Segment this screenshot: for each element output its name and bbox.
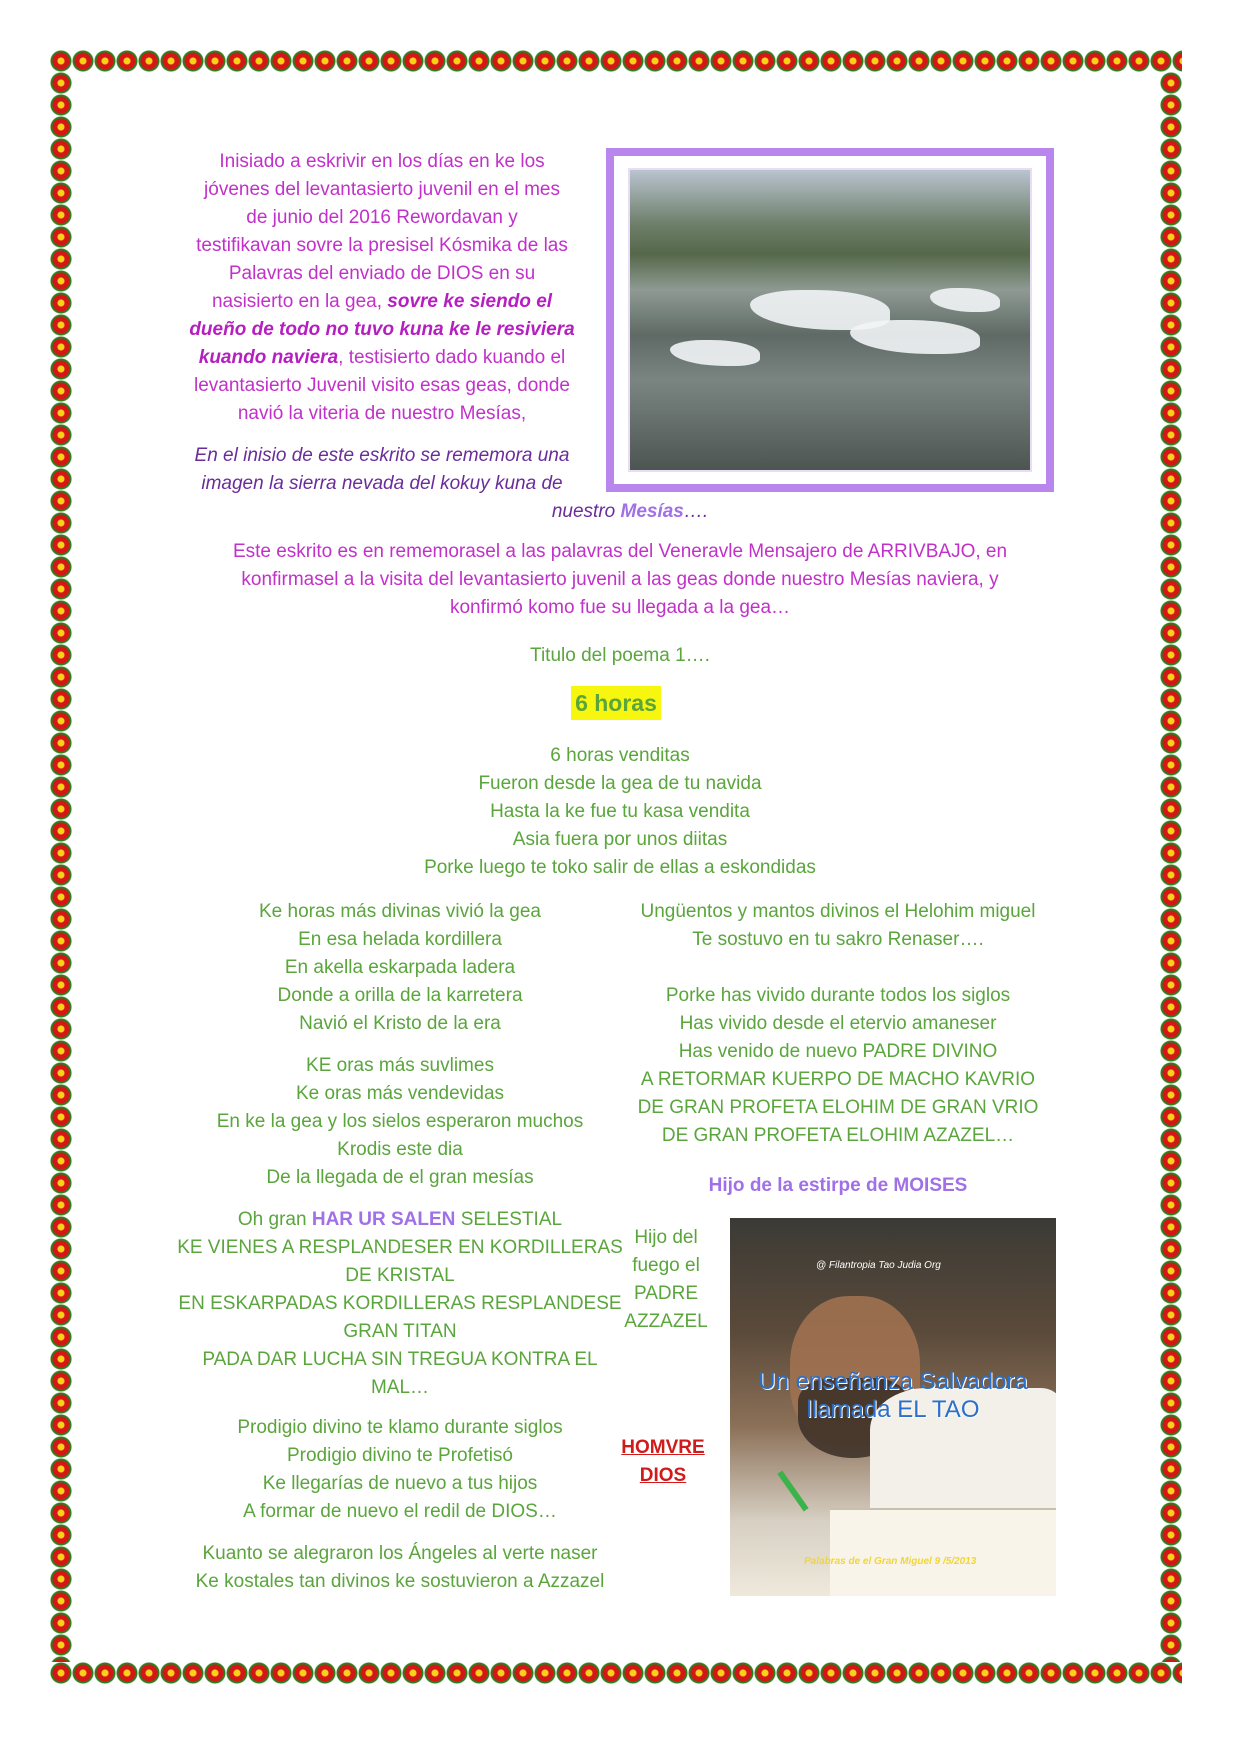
intro-text: …. bbox=[683, 501, 709, 522]
poem-line bbox=[165, 1206, 635, 1234]
left-stanza-2 bbox=[165, 1052, 635, 1192]
poem-line: En akella eskarpada ladera bbox=[284, 957, 516, 978]
poem-line: Te sostuvo en tu sakro Renaser…. bbox=[692, 929, 984, 950]
poem-line: Ungüentos y mantos divinos el Helohim miguel bbox=[640, 901, 1036, 922]
intro-line: konfirmó komo fue su llegada a la gea… bbox=[449, 597, 791, 618]
intro-line: jóvenes del levantasierto juvenil en el mes bbox=[204, 179, 560, 200]
mountain-model-photo bbox=[628, 168, 1032, 472]
poem-line: Fueron desde la gea de tu navida bbox=[478, 773, 762, 794]
poem-line: En esa helada kordillera bbox=[298, 929, 502, 950]
poem-line: Kuanto se alegraron los Ángeles al verte naser bbox=[202, 1543, 598, 1564]
intro-paragraph-2-end bbox=[520, 498, 740, 526]
flower-border-left bbox=[50, 72, 72, 1662]
mountain-model-photo-frame bbox=[606, 148, 1054, 492]
poem-label: Titulo del poema 1…. bbox=[530, 645, 710, 666]
intro-line: testifikavan sovre la presisel Kósmika de las bbox=[196, 235, 568, 256]
poem-opening bbox=[330, 742, 910, 882]
left-stanza-1 bbox=[165, 898, 635, 1038]
side-note-line: PADRE bbox=[633, 1283, 699, 1304]
poem-text: SELESTIAL bbox=[460, 1209, 563, 1230]
side-note-line: Hijo del bbox=[634, 1227, 698, 1248]
flower-border-right bbox=[1160, 72, 1182, 1662]
har-ur-salen-highlight: HAR UR SALEN bbox=[311, 1209, 456, 1230]
homvre-dios-label bbox=[618, 1434, 708, 1490]
poem-line: A formar de nuevo el redil de DIOS… bbox=[243, 1501, 557, 1522]
poem-line: DE GRAN PROFETA ELOHIM DE GRAN VRIO bbox=[637, 1097, 1039, 1118]
poem-line: Donde a orilla de la karretera bbox=[277, 985, 523, 1006]
poem-line: GRAN TITAN bbox=[343, 1321, 457, 1342]
intro-emphasis: kuando naviera bbox=[198, 347, 339, 368]
poem-line: Ke llegarías de nuevo a tus hijos bbox=[262, 1473, 538, 1494]
right-stanza-2 bbox=[620, 982, 1056, 1150]
poem-line: Porke has vivido durante todos los siglos bbox=[665, 985, 1011, 1006]
photo-book bbox=[830, 1508, 1056, 1596]
poem-text: Oh gran bbox=[237, 1209, 307, 1230]
poem-line: KE VIENES A RESPLANDESER EN KORDILLERAS bbox=[177, 1237, 623, 1258]
intro-line: de junio del 2016 Rewordavan y bbox=[246, 207, 518, 228]
intro-line: Inisiado a eskrivir en los días en ke los bbox=[219, 151, 545, 172]
intro-text: nuestro bbox=[551, 501, 616, 522]
messiah-highlight: Mesías bbox=[620, 501, 684, 522]
poem-line: PADA DAR LUCHA SIN TREGUA KONTRA EL bbox=[202, 1349, 598, 1370]
flower-border-top bbox=[50, 50, 1182, 72]
poem-line: MAL… bbox=[370, 1377, 430, 1398]
photo-caption-bottom: Palabras de el Gran Miguel 9 /5/2013 bbox=[804, 1556, 977, 1567]
poem-line: Hasta la ke fue tu kasa vendita bbox=[490, 801, 750, 822]
poem-line: 6 horas venditas bbox=[550, 745, 690, 766]
side-note-line: AZZAZEL bbox=[624, 1311, 708, 1332]
poem-line: Ke kostales tan divinos ke sostuvieron a Azzazel bbox=[195, 1571, 605, 1592]
photo-caption-main bbox=[730, 1368, 1056, 1424]
left-stanza-3 bbox=[165, 1206, 635, 1402]
intro-emphasis: dueño de todo no tuvo kuna ke le resiviera bbox=[189, 319, 575, 340]
intro-line: Palavras del enviado de DIOS en su bbox=[228, 263, 536, 284]
homvre-line: HOMVRE bbox=[621, 1437, 705, 1458]
poem-line: DE KRISTAL bbox=[345, 1265, 455, 1286]
intro-line bbox=[170, 344, 594, 372]
intro-line: konfirmasel a la visita del levantasiertо juvenil a las geas donde nuestro Mesías naviera, y bbox=[241, 569, 999, 590]
flower-border-bottom bbox=[50, 1662, 1182, 1684]
photo-caption-top: @ Filantropia Tao Judia Org bbox=[816, 1260, 941, 1271]
poem-line: Krodis este dia bbox=[337, 1139, 463, 1160]
intro-line: En el inisio de este eskrito se rememora una bbox=[194, 445, 570, 466]
homvre-line: DIOS bbox=[639, 1465, 687, 1486]
poem-line: Porke luego te toko salir de ellas a eskondidas bbox=[424, 857, 816, 878]
poem-line: Has vivido desde el etervio amaneser bbox=[679, 1013, 997, 1034]
right-stanza-1 bbox=[620, 898, 1056, 954]
intro-text: , testisierto dado kuando el bbox=[338, 347, 566, 368]
poem-line: Asia fuera por unos diitas bbox=[512, 829, 728, 850]
moises-heading: Hijo de la estirpe de MOISES bbox=[708, 1175, 968, 1196]
intro-emphasis: sovre ke siendo el bbox=[387, 291, 553, 312]
intro-paragraph-3 bbox=[160, 538, 1080, 622]
poem-line: Has venido de nuevo PADRE DIVINO bbox=[678, 1041, 998, 1062]
poem-title: 6 horas bbox=[571, 686, 661, 720]
poem-line: Prodigio divino te Profetisó bbox=[286, 1445, 513, 1466]
poem-line: En ke la gea y los sielos esperaron muchos bbox=[216, 1111, 584, 1132]
poem-line: EN ESKARPADAS KORDILLERAS RESPLANDESE bbox=[178, 1293, 622, 1314]
intro-text: nasisierto en la gea, bbox=[211, 291, 383, 312]
intro-line: navió la viteria de nuestro Mesías, bbox=[237, 403, 527, 424]
caption-line: llamada EL TAO bbox=[806, 1396, 980, 1423]
poem-line: Ke oras más vendevidas bbox=[295, 1083, 505, 1104]
intro-line: imagen la sierra nevada del kokuy kuna de bbox=[201, 473, 563, 494]
intro-line: levantasierto Juvenil visito esas geas, donde bbox=[193, 375, 570, 396]
intro-paragraph-1 bbox=[170, 148, 594, 428]
poem-line: KE oras más suvlimes bbox=[306, 1055, 494, 1076]
poem-line: Ke horas más divinas vivió la gea bbox=[259, 901, 541, 922]
intro-line: Este eskrito es en rememorasel a las palavras del Veneravle Mensajero de ARRIVBAJO, en bbox=[232, 541, 1008, 562]
side-note bbox=[616, 1224, 716, 1336]
caption-line: Un enseñanza Salvadora bbox=[758, 1368, 1028, 1395]
poem-line: De la llegada de el gran mesías bbox=[266, 1167, 534, 1188]
side-note-line: fuego el bbox=[632, 1255, 700, 1276]
intro-paragraph-2 bbox=[170, 442, 594, 498]
intro-line bbox=[170, 288, 594, 316]
poem-line: A RETORMAR KUERPO DE MACHO KAVRIO bbox=[640, 1069, 1036, 1090]
left-stanza-5 bbox=[165, 1540, 635, 1596]
poem-line: DE GRAN PROFETA ELOHIM AZAZEL… bbox=[661, 1125, 1015, 1146]
photo-pen bbox=[777, 1470, 808, 1511]
left-stanza-4 bbox=[165, 1414, 635, 1526]
writing-man-photo bbox=[730, 1218, 1056, 1596]
poem-line: Navió el Kristo de la era bbox=[299, 1013, 501, 1034]
poem-line: Prodigio divino te klamo durante siglos bbox=[237, 1417, 563, 1438]
